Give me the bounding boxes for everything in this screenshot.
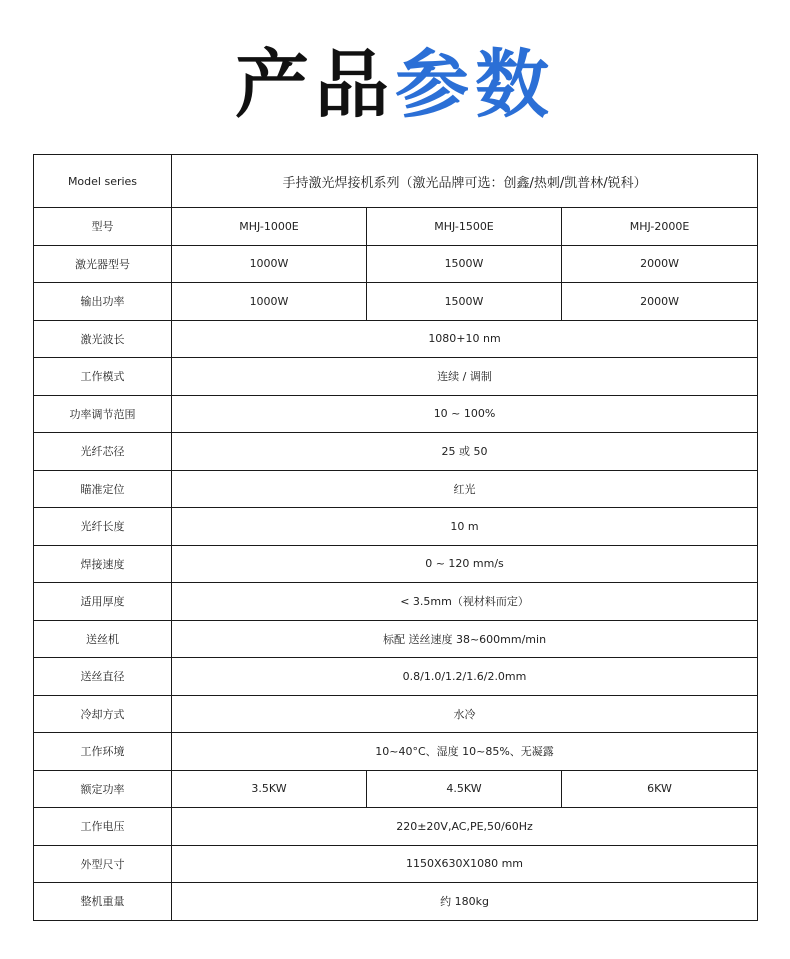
- row-label-cell: 光纤芯径: [34, 433, 172, 471]
- table-row: [34, 845, 758, 883]
- row-value-cell: 水冷: [172, 695, 758, 733]
- table-row: [34, 545, 758, 583]
- row-value-cell: 1500W: [367, 245, 562, 283]
- row-value-cell: 连续 / 调制: [172, 358, 758, 396]
- table-row: [34, 695, 758, 733]
- row-value-cell: 2000W: [562, 245, 758, 283]
- row-label-cell: 适用厚度: [34, 583, 172, 621]
- header-label-cell: Model series: [34, 155, 172, 208]
- row-value-cell: 1080+10 nm: [172, 320, 758, 358]
- row-label-cell: 额定功率: [34, 770, 172, 808]
- table-row: [34, 208, 758, 246]
- header-value-cell: 手持激光焊接机系列（激光品牌可选：创鑫/热刺/凯普林/锐科）: [172, 155, 758, 208]
- row-value-cell: 4.5KW: [367, 770, 562, 808]
- table-row: [34, 320, 758, 358]
- table-row: [34, 433, 758, 471]
- row-label-cell: 整机重量: [34, 883, 172, 921]
- row-value-cell: 红光: [172, 470, 758, 508]
- table-row: [34, 883, 758, 921]
- row-value-cell: 25 或 50: [172, 433, 758, 471]
- row-value-cell: 1500W: [367, 283, 562, 321]
- row-value-cell: 10~40°C、湿度 10~85%、无凝露: [172, 733, 758, 771]
- row-value-cell: < 3.5mm（视材料而定）: [172, 583, 758, 621]
- row-value-cell: 1000W: [172, 245, 367, 283]
- row-value-cell: 6KW: [562, 770, 758, 808]
- table-row: [34, 283, 758, 321]
- table-row: [34, 620, 758, 658]
- row-label-cell: 焊接速度: [34, 545, 172, 583]
- row-label-cell: 送丝直径: [34, 658, 172, 696]
- title-part-2: 参数: [395, 42, 555, 128]
- row-label-cell: 型号: [34, 208, 172, 246]
- row-label-cell: 工作模式: [34, 358, 172, 396]
- row-value-cell: 2000W: [562, 283, 758, 321]
- title-part-1: 产品: [235, 42, 395, 128]
- row-value-cell: 1000W: [172, 283, 367, 321]
- page-title: [0, 40, 790, 130]
- row-value-cell: 10 ~ 100%: [172, 395, 758, 433]
- row-value-cell: MHJ-1000E: [172, 208, 367, 246]
- row-value-cell: 1150X630X1080 mm: [172, 845, 758, 883]
- table-row: [34, 470, 758, 508]
- row-value-cell: 0.8/1.0/1.2/1.6/2.0mm: [172, 658, 758, 696]
- row-label-cell: 功率调节范围: [34, 395, 172, 433]
- table-row: [34, 583, 758, 621]
- table-row: [34, 770, 758, 808]
- row-label-cell: 瞄准定位: [34, 470, 172, 508]
- row-value-cell: 220±20V,AC,PE,50/60Hz: [172, 808, 758, 846]
- row-value-cell: 10 m: [172, 508, 758, 546]
- table-row: [34, 245, 758, 283]
- table-row: [34, 358, 758, 396]
- row-value-cell: MHJ-1500E: [367, 208, 562, 246]
- row-label-cell: 送丝机: [34, 620, 172, 658]
- row-label-cell: 激光波长: [34, 320, 172, 358]
- row-value-cell: MHJ-2000E: [562, 208, 758, 246]
- row-label-cell: 输出功率: [34, 283, 172, 321]
- table-row: [34, 733, 758, 771]
- table-row: [34, 508, 758, 546]
- row-label-cell: 外型尺寸: [34, 845, 172, 883]
- row-label-cell: 冷却方式: [34, 695, 172, 733]
- row-value-cell: 标配 送丝速度 38~600mm/min: [172, 620, 758, 658]
- table-header-row: [34, 155, 758, 208]
- row-label-cell: 工作环境: [34, 733, 172, 771]
- spec-table: [33, 154, 758, 921]
- table-row: [34, 395, 758, 433]
- row-value-cell: 0 ~ 120 mm/s: [172, 545, 758, 583]
- row-value-cell: 3.5KW: [172, 770, 367, 808]
- row-label-cell: 工作电压: [34, 808, 172, 846]
- table-row: [34, 658, 758, 696]
- table-row: [34, 808, 758, 846]
- row-value-cell: 约 180kg: [172, 883, 758, 921]
- row-label-cell: 激光器型号: [34, 245, 172, 283]
- row-label-cell: 光纤长度: [34, 508, 172, 546]
